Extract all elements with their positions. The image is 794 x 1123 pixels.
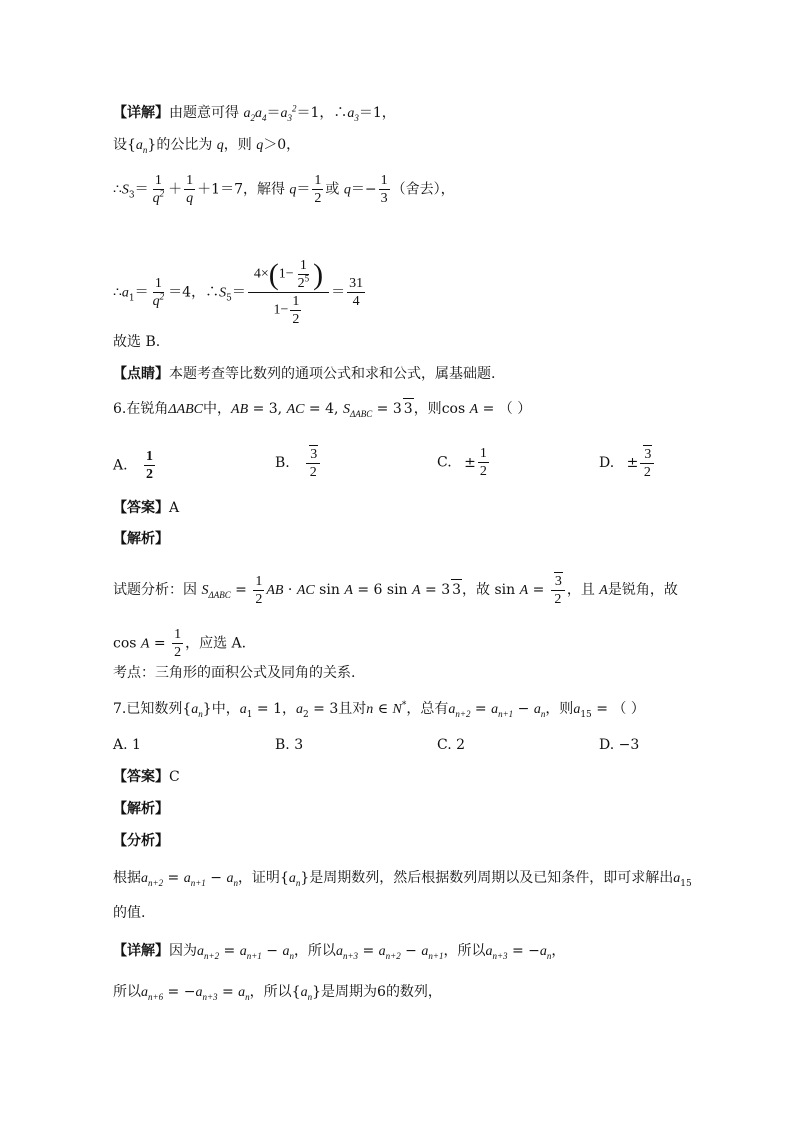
detail-tag: 【详解】 bbox=[113, 105, 169, 121]
q7-fenxi-tag: 【分析】 bbox=[113, 833, 169, 849]
fraction: $\frac{1}{2}$ bbox=[479, 446, 487, 479]
prev-detail-line4: $\therefore a_1=$ $\frac{1}{q^2}$ ＝4，$\therefore S_5=$ 4×(1− $\frac{1}{2^5}$ ) 1− $\frac{1}{2}$ ＝ $\frac{31}{4}$ bbox=[113, 258, 364, 327]
prev-detail-line1: 【详解】由题意可得 $a_2a_4=a_3^2=1$，$\therefore a_3=1$， bbox=[113, 103, 396, 123]
fraction: $\frac{3}{2}$ bbox=[640, 445, 654, 481]
q7-answer: 【答案】C bbox=[113, 769, 180, 785]
q6-explanation-1: 试题分析：因 $S_{\Delta ABC}$ = $\frac{1}{2}$ AB · AC sin A = 6 sin A = 3 3，故 sin A = $\frac{3}{2}$ ，且 A是锐角，故 bbox=[113, 573, 678, 607]
q7-option-a[interactable]: A. 1 bbox=[113, 737, 141, 753]
fraction: $\frac{1}{2}$ bbox=[174, 627, 182, 660]
q7-fenxi-line2: 的值. bbox=[113, 905, 146, 921]
q7-option-c[interactable]: C. 2 bbox=[437, 737, 466, 753]
q6-option-b[interactable]: B. $\frac{3}{2}$ bbox=[275, 445, 322, 481]
q6-option-c[interactable]: C. ± $\frac{1}{2}$ bbox=[437, 446, 487, 479]
sum-fraction: 4×(1− $\frac{1}{2^5}$ ) 1− $\frac{1}{2}$ bbox=[248, 257, 329, 328]
fraction: $\frac{31}{4}$ bbox=[349, 276, 364, 309]
q7-fenxi-line1: 根据$a_{n+2} = a_{n+1} - a_n$，证明$\{a_n\}$是周期数列，然后根据数列周期以及已知条件，即可求解出$a_{15}$ bbox=[113, 870, 692, 889]
prev-point: 【点睛】本题考查等比数列的通项公式和求和公式，属基础题. bbox=[113, 366, 496, 382]
q7-detail-line2: 所以$a_{n+6} = -a_{n+3} = a_n$，所以$\{a_n\}$是周期为6的数列， bbox=[113, 984, 442, 1002]
q7-detail-line1: 【详解】因为$a_{n+2} = a_{n+1} - a_n$，所以$a_{n+3} = a_{n+2} - a_{n+1}$，所以$a_{n+3} = -a_n$， bbox=[113, 943, 566, 961]
fraction: $\frac{1}{2}$ bbox=[314, 173, 322, 206]
q7-option-d[interactable]: D. −3 bbox=[599, 737, 640, 753]
prev-conclusion: 故选 B. bbox=[113, 334, 161, 350]
q7-option-b[interactable]: B. 3 bbox=[275, 737, 304, 753]
fraction: $\frac{1}{q^2}$ bbox=[152, 173, 165, 206]
fraction: $\frac{3}{2}$ bbox=[306, 445, 320, 481]
q6-analysis-tag: 【解析】 bbox=[113, 531, 169, 547]
point-tag: 【点睛】 bbox=[113, 366, 169, 382]
math-expr: $a_2a_4$ bbox=[243, 106, 267, 123]
q6-explanation-2: cos A = $\frac{1}{2}$ ，应选 A. bbox=[113, 627, 247, 660]
q7-analysis-tag: 【解析】 bbox=[113, 801, 169, 817]
fraction: $\frac{1}{q^2}$ bbox=[152, 276, 165, 309]
q6-answer: 【答案】A bbox=[113, 500, 180, 516]
prev-detail-line2: 设$\{a_n\}$的公比为 q，则 q＞0， bbox=[113, 137, 301, 155]
q6-option-d[interactable]: D. ± $\frac{3}{2}$ bbox=[599, 445, 656, 481]
fraction: $\frac{1}{q}$ bbox=[186, 173, 194, 206]
fraction: $\frac{1}{2}$ bbox=[255, 573, 263, 607]
q6-kaodian: 考点：三角形的面积公式及同角的关系. bbox=[113, 665, 356, 681]
q6-option-a[interactable]: A. $\frac{1}{2}$ bbox=[113, 449, 154, 482]
fraction: $\frac{3}{2}$ bbox=[551, 572, 565, 608]
q7-stem: 7.已知数列$\{a_n\}$中，$a_1 = 1$，$a_2 = 3$且对n ∈ N*，总有$a_{n+2} = a_{n+1} - a_n$，则$a_{15}$ = （ ） bbox=[113, 700, 645, 720]
fraction: $\frac{1}{2}$ bbox=[146, 449, 154, 482]
q6-stem: 6.在锐角ΔABC中，AB = 3, AC = 4, $S_{\Delta ABC} = 3$ 3，则cos A = （ ） bbox=[113, 398, 531, 420]
prev-detail-line3: $\therefore S_3=$ $\frac{1}{q^2}$ ＋ $\frac{1}{q}$ ＋1＝7，解得 q＝ $\frac{1}{2}$ 或 q＝− $\frac{1}{3}$ （舍去）， bbox=[113, 173, 455, 206]
fraction: $\frac{1}{3}$ bbox=[380, 173, 388, 206]
